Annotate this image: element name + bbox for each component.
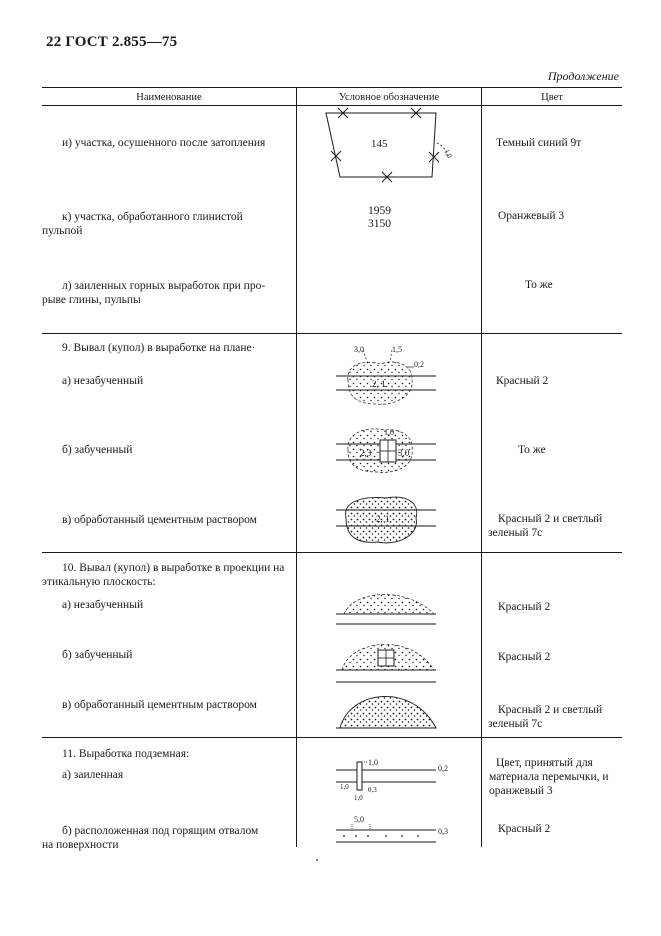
table-top-rule xyxy=(42,87,622,88)
row-l-color: То же xyxy=(525,279,553,291)
drained-area-dim: 1,0 xyxy=(442,148,454,160)
row-k-color: Оранжевый 3 xyxy=(498,210,565,222)
drained-area-number: 145 xyxy=(371,138,388,150)
row-10c-color-line1: Красный 2 и светлый xyxy=(498,704,603,716)
silted-dim-1: 1,0 xyxy=(368,758,378,767)
row-k-number: 3150 xyxy=(368,218,391,230)
symbol-working-under-burning-dump xyxy=(296,812,481,846)
row-9a-name: а) незабученный xyxy=(62,375,144,387)
cave-in-a-dim-3: 0,2 xyxy=(414,360,424,369)
header-symbol: Условное обозначение xyxy=(338,92,440,103)
row-10a-color: Красный 2 xyxy=(498,601,551,613)
row-divider-10 xyxy=(42,737,622,738)
row-9b-name: б) забученный xyxy=(62,444,133,456)
symbol-silted-working xyxy=(296,752,481,804)
symbol-drained-area xyxy=(296,105,481,190)
cave-in-a-dim-2: 1,5 xyxy=(392,345,402,354)
symbol-cave-in-filled-plan xyxy=(296,420,481,480)
cave-in-b-inner-left: 2,3 xyxy=(360,448,372,458)
header-color: Цвет xyxy=(541,92,563,103)
cave-in-a-inner: 2, 1. xyxy=(372,379,388,389)
silted-dim-4: 0,3 xyxy=(368,786,377,794)
section-10-title-line1: 10. Вывал (купол) в выработке в проекции на xyxy=(62,562,285,574)
row-11b-name-line2: на поверхности xyxy=(42,839,119,851)
row-10c-name: в) обработанный цементным раствором xyxy=(62,699,257,711)
header-name: Наименование xyxy=(136,92,202,103)
row-i-name: и) участка, осушенного после затопления xyxy=(62,137,266,149)
row-i-color: Темный синий 9т xyxy=(496,137,582,149)
row-divider-9 xyxy=(42,552,622,553)
stray-dot xyxy=(316,859,318,861)
symbol-cave-in-filled-projection xyxy=(296,630,481,690)
cave-in-a-dim-1: 3,0 xyxy=(354,345,364,354)
section-10-title-line2: этикальную плоскость: xyxy=(42,576,156,588)
row-11b-name-line1: б) расположенная под горящим отвалом xyxy=(62,825,259,837)
row-10b-color: Красный 2 xyxy=(498,651,551,663)
row-11b-color: Красный 2 xyxy=(498,823,551,835)
silted-dim-3: 1,0 xyxy=(340,783,349,791)
page-header: 22 ГОСТ 2.855—75 xyxy=(46,34,178,50)
row-k-name-line2: пульпой xyxy=(42,225,83,237)
burning-dump-dim-2: 0,3 xyxy=(438,827,448,836)
cave-in-c-inner: 2, 1. xyxy=(376,514,392,524)
symbol-cave-in-unfilled-projection xyxy=(296,580,481,630)
row-11a-name: а) заиленная xyxy=(62,769,124,781)
cave-in-b-dim-1: 1,0 xyxy=(384,428,394,437)
row-l-name-line2: рыве глины, пульпы xyxy=(42,294,141,306)
row-divider-8 xyxy=(42,333,622,334)
row-9b-color: То же xyxy=(518,444,546,456)
row-k-year: 1959 xyxy=(368,205,391,217)
row-9a-color: Красный 2 xyxy=(496,375,549,387)
symbol-cave-in-cemented-plan xyxy=(296,488,481,548)
silted-dim-5: 1,0 xyxy=(354,794,363,802)
row-k-name-line1: к) участка, обработанного глинистой xyxy=(62,211,243,223)
section-11-title: 11. Выработка подземная: xyxy=(62,748,190,760)
cave-in-b-inner-right: 3,0 xyxy=(398,448,410,458)
section-9-title: 9. Вывал (купол) в выработке на плане· xyxy=(62,342,256,354)
row-11a-color-line2: материала перемычки, и xyxy=(489,771,609,783)
continuation-label: Продолжение xyxy=(547,69,619,83)
row-10c-color-line2: зеленый 7с xyxy=(488,718,543,730)
silted-dim-2: 0,2 xyxy=(438,764,448,773)
row-10a-name: а) незабученный xyxy=(62,599,144,611)
row-10b-name: б) забученный xyxy=(62,649,133,661)
row-9c-name: в) обработанный цементным раствором xyxy=(62,514,257,526)
symbol-cave-in-cemented-projection xyxy=(296,682,481,734)
column-divider-2 xyxy=(481,87,482,847)
row-l-name-line1: л) заиленных горных выработок при про- xyxy=(62,280,266,292)
row-11a-color-line1: Цвет, принятый для xyxy=(496,757,593,769)
burning-dump-dim-1: 5,0 xyxy=(354,815,364,824)
row-11a-color-line3: оранжевый 3 xyxy=(489,785,553,797)
symbol-cave-in-unfilled-plan xyxy=(296,340,481,415)
row-9c-color-line2: зеленый 7с xyxy=(488,527,543,539)
row-9c-color-line1: Красный 2 и светлый xyxy=(498,513,603,525)
